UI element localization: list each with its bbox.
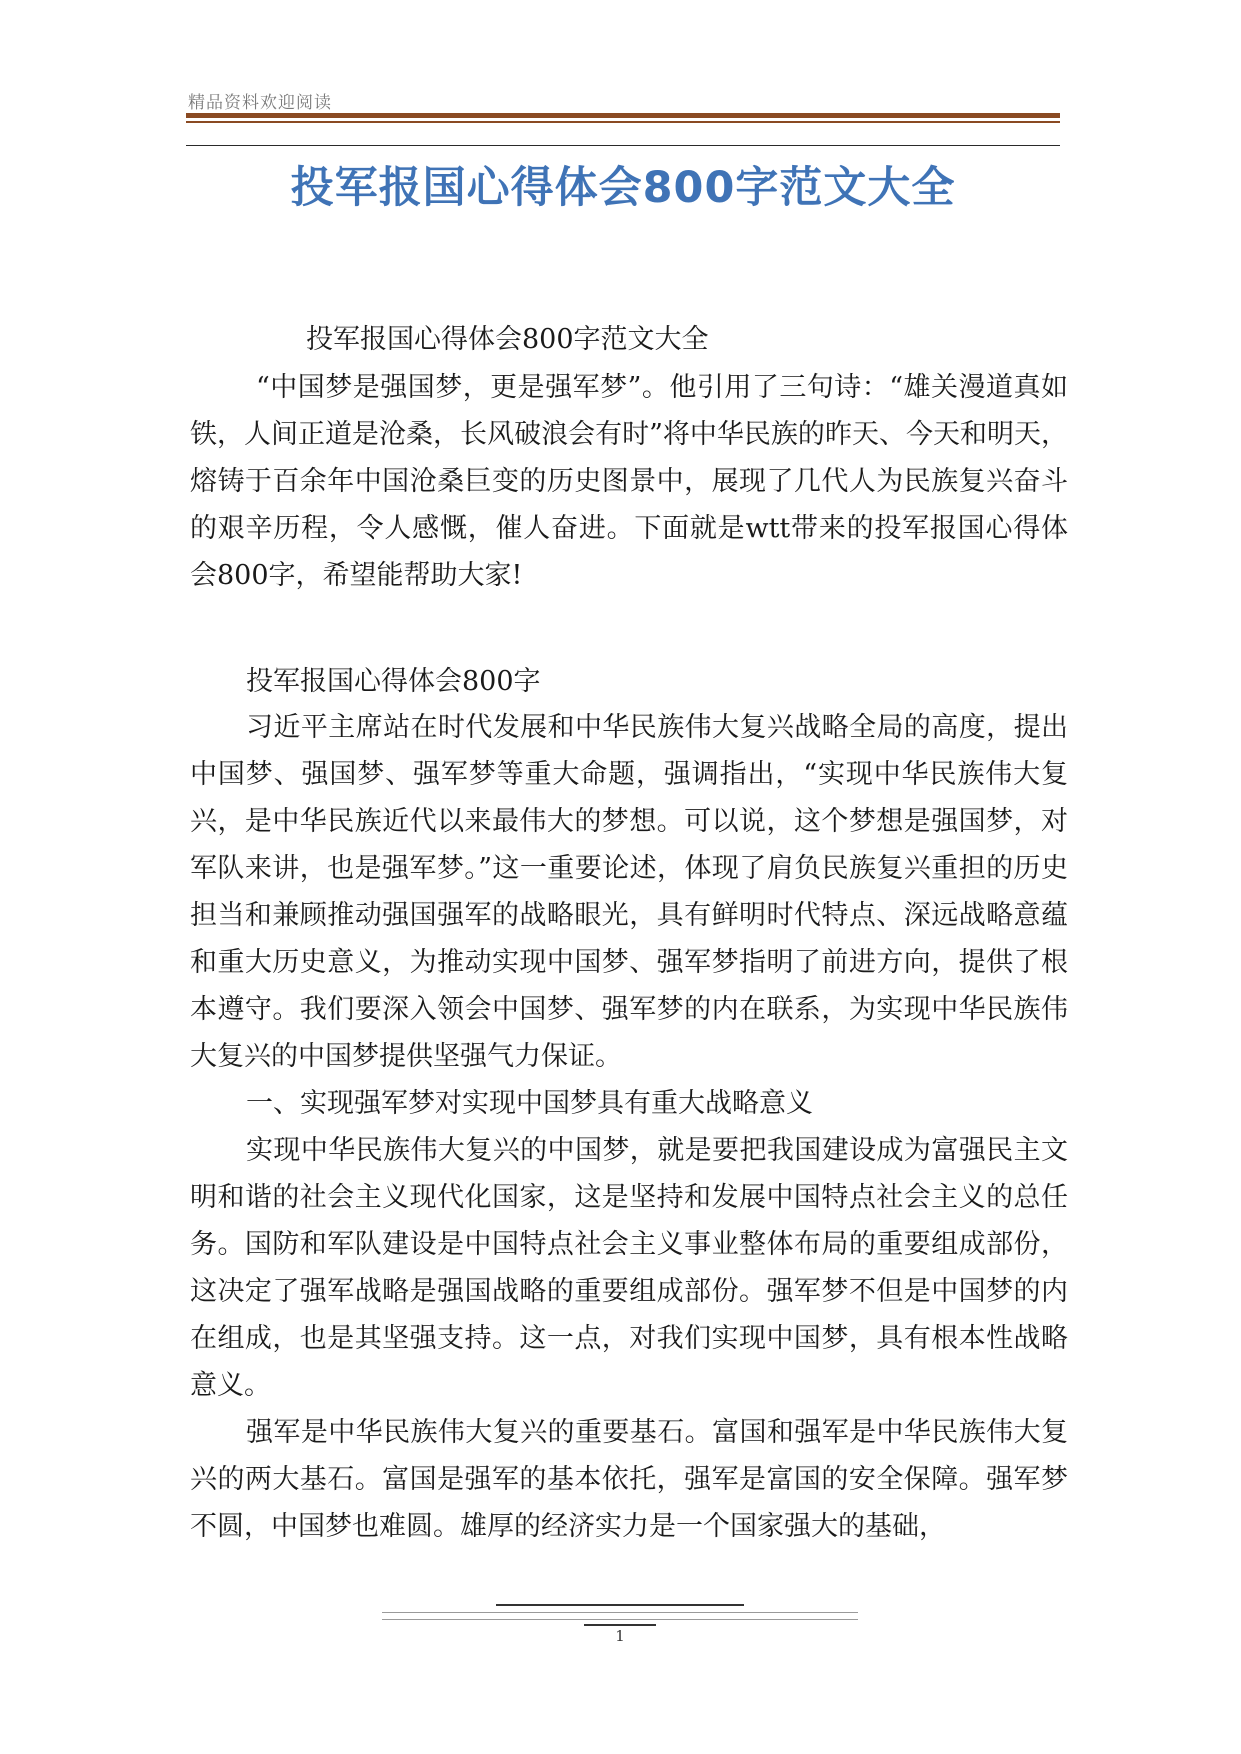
footer-rule-light <box>382 1619 858 1620</box>
intro-paragraph: “中国梦是强国梦，更是强军梦”。他引用了三句诗：“雄关漫道真如铁，人间正道是沧桑，长风破浪会有时”将中华民族的昨天、今天和明天，熔铸于百余年中国沧桑巨变的历史图景中，展现了几代人为民族复兴奋斗的艰辛历程，令人感慨，催人奋进。下面就是wtt带来的投军报国心得体会800字，希望能帮助大家! <box>190 372 1068 591</box>
paragraph-heading: 一、实现强军梦对实现中国梦具有重大战略意义 <box>246 1088 813 1119</box>
document-title: 投军报国心得体会800字范文大全 <box>290 163 956 213</box>
header-text: 精品资料欢迎阅读 <box>188 93 332 113</box>
paragraph: 习近平主席站在时代发展和中华民族伟大复兴战略全局的高度，提出中国梦、强国梦、强军梦等重大命题，强调指出，“实现中华民族伟大复兴，是中华民族近代以来最伟大的梦想。可以说，这个梦想是强国梦，对军队来讲，也是强军梦。”这一重要论述，体现了肩负民族复兴重担的历史担当和兼顾推动强国强军的战略眼光，具有鲜明时代特点、深远战略意蕴和重大历史意义，为推动实现中国梦、强军梦指明了前进方向，提供了根本遵守。我们要深入领会中国梦、强军梦的内在联系，为实现中华民族伟大复兴的中国梦提供坚强气力保证。 <box>190 712 1068 1072</box>
header-rule-thin <box>186 121 1060 123</box>
paragraph: 实现中华民族伟大复兴的中国梦，就是要把我国建设成为富强民主文明和谐的社会主义现代化国家，这是坚持和发展中国特点社会主义的总任务。国防和军队建设是中国特点社会主义事业整体布局的重要组成部份，这决定了强军战略是强国战略的重要组成部份。强军梦不但是中国梦的内在组成，也是其坚强支持。这一点，对我们实现中国梦，具有根本性战略意义。 <box>190 1135 1068 1401</box>
footer-rule-light <box>382 1612 858 1613</box>
main-content <box>190 704 1068 1550</box>
header-rule-under <box>186 145 1060 146</box>
header-rule-thick <box>186 113 1060 118</box>
page-number: 1 <box>615 1627 625 1645</box>
footer-rule-dark <box>496 1604 744 1606</box>
paragraph: 强军是中华民族伟大复兴的重要基石。富国和强军是中华民族伟大复兴的两大基石。富国是强军的基本依托，强军是富国的安全保障。强军梦不圆，中国梦也难圆。雄厚的经济实力是一个国家强大的基础， <box>190 1417 1068 1542</box>
section-heading: 投军报国心得体会800字 <box>246 666 541 697</box>
footer-rule-short <box>584 1624 656 1626</box>
document-subtitle: 投军报国心得体会800字范文大全 <box>306 324 709 355</box>
